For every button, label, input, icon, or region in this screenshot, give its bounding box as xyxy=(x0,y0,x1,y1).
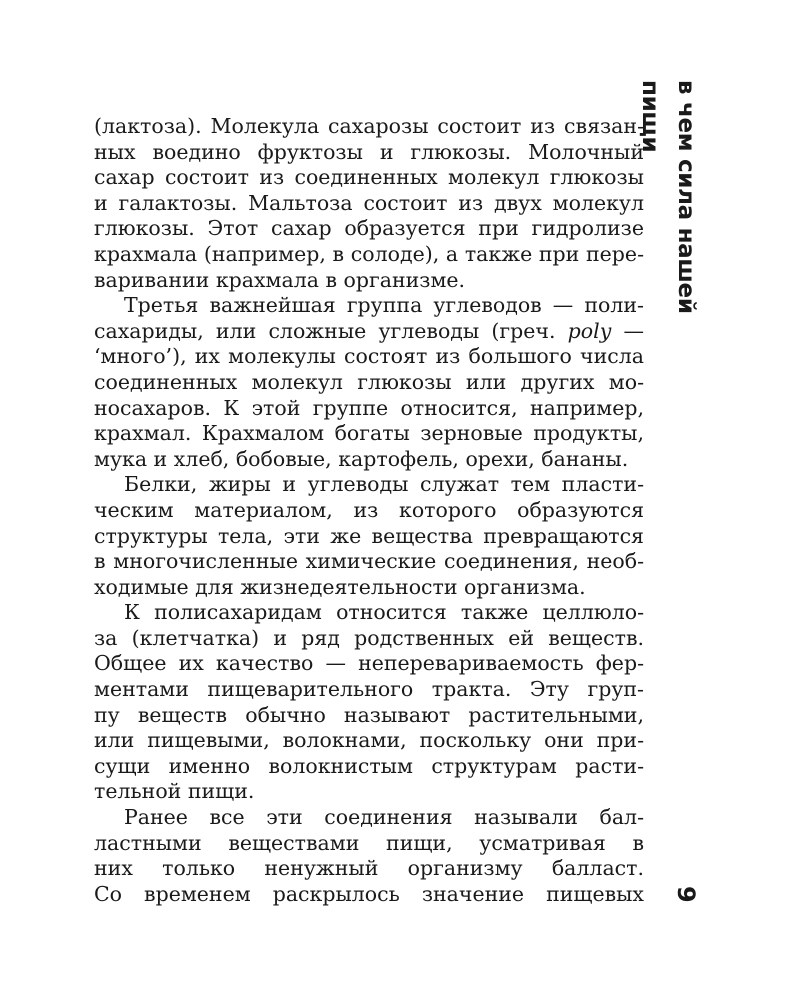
text-line: (лактоза). Молекула сахарозы состоит из связан- xyxy=(94,114,644,138)
text-segment: сахариды, или сложные углеводы (греч. xyxy=(94,318,556,343)
text-line: и галактозы. Мальтоза состоит из двух молекул xyxy=(94,190,644,215)
text-line: глюкозы. Этот сахар образуется при гидролизе xyxy=(94,216,644,241)
text-line: ных воедино фруктозы и глюкозы. Молочный xyxy=(94,139,644,164)
text-line: в многочисленные химические соединения, необ- xyxy=(94,549,644,574)
body-text xyxy=(94,114,644,907)
text-line: ластными веществами пищи, усматривая в xyxy=(94,830,644,855)
text-line: крахмала (например, в солоде), а также при пере- xyxy=(94,241,644,266)
italic-term: poly xyxy=(567,318,612,343)
text-line: Со временем раскрылось значение пищевых xyxy=(94,881,644,906)
text-line: сущи именно волокнистым структурам расти- xyxy=(94,753,644,778)
text-line: Ранее все эти соединения называли бал- xyxy=(124,805,644,830)
text-line: К полисахаридам относится также целлюло- xyxy=(124,600,644,625)
text-line: сахар состоит из соединенных молекул глюкозы xyxy=(94,165,644,190)
text-line: них только ненужный организму балласт. xyxy=(94,856,644,881)
text-line: соединенных молекул глюкозы или других мо- xyxy=(94,369,644,394)
text-line: Белки, жиры и углеводы служат тем пласти- xyxy=(124,472,644,497)
text-line: Общее их качество — неперевариваемость фер- xyxy=(94,651,644,676)
text-line: варивании крахмала в организме. xyxy=(94,267,466,292)
text-line: пу веществ обычно называют растительными, xyxy=(94,702,644,727)
text-line: или пищевыми, волокнами, поскольку они при- xyxy=(94,728,644,753)
text-line: Третья важнейшая группа углеводов — поли- xyxy=(124,293,644,318)
text-line: ‘много’), их молекулы состоят из большого числа xyxy=(94,344,644,369)
text-line: мука и хлеб, бобовые, картофель, орехи, бананы. xyxy=(94,446,629,471)
text-line: ческим материалом, из которого образуются xyxy=(94,497,644,522)
text-line-with-italic xyxy=(94,319,644,345)
text-line: тельной пищи. xyxy=(94,779,255,804)
text-line: ходимые для жизнедеятельности организма. xyxy=(94,574,586,599)
text-line: ментами пищеварительного тракта. Эту груп- xyxy=(94,677,644,702)
text-line: носахаров. К этой группе относится, например, xyxy=(94,395,644,420)
text-line: крахмал. Крахмалом богаты зерновые продукты, xyxy=(94,421,644,446)
text-line: за (клетчатка) и ряд родственных ей веществ. xyxy=(94,625,644,650)
text-segment: — xyxy=(623,318,644,343)
page-number: 9 xyxy=(672,885,700,903)
running-head: в чем сила нашей пищи xyxy=(637,80,699,314)
text-line: структуры тела, эти же вещества превращаются xyxy=(94,523,644,548)
